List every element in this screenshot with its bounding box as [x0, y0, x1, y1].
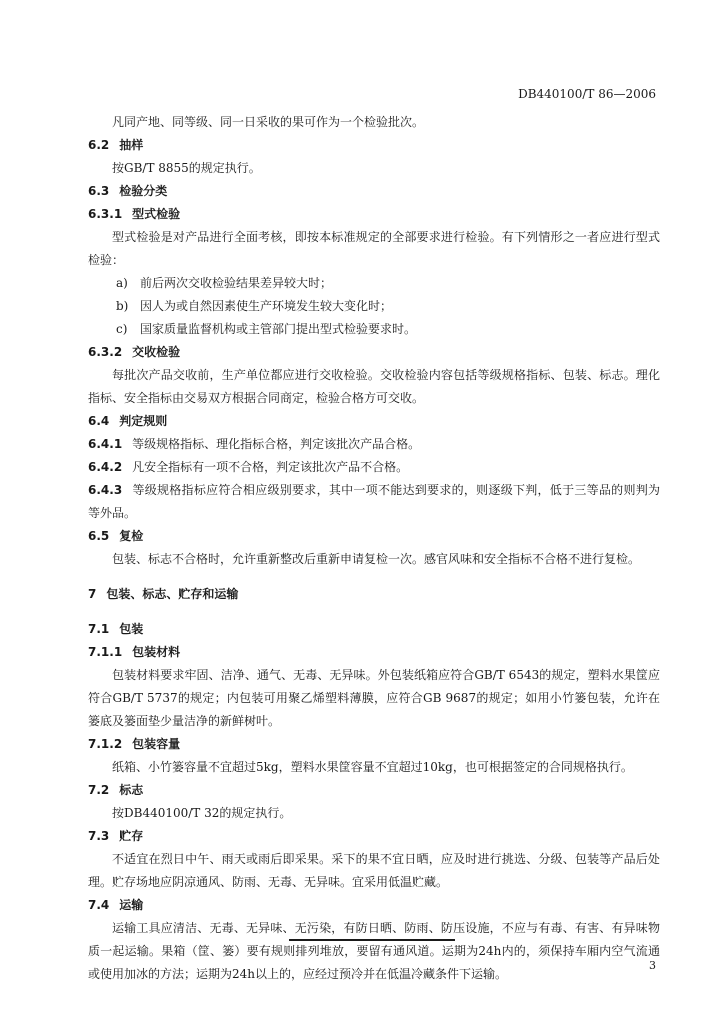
list-item: [88, 318, 660, 341]
paragraph-7-4: 运输工具应清洁、无毒、无异味、无污染，有防日晒、防雨、防压设施，不应与有毒、有害、有异味物质一起运输。果箱（筐、篓）要有规则排列堆放，要留有通风道。运期为24h内的，须保持车厢内空气流通或使用加冰的方法；运期为24h以上的，应经过预冷并在低温冷藏条件下运输。: [88, 921, 660, 981]
section-number: 7.1.1: [88, 645, 123, 659]
heading-7-4: [88, 894, 660, 917]
heading-6-3-2: [88, 341, 660, 364]
heading-7-2: [88, 779, 660, 802]
section-number: 7.4: [88, 898, 110, 912]
section-title: 运输: [119, 898, 144, 912]
section-title: 检验分类: [119, 184, 168, 198]
clause-number: 6.4.3: [88, 483, 123, 497]
paragraph-7-3: 不适宜在烈日中午、雨天或雨后即采果。采下的果不宜日晒，应及时进行挑选、分级、包装等产品后处理。贮存场地应阴凉通风、防雨、无毒、无异味。宜采用低温贮藏。: [88, 852, 660, 889]
paragraph-6-3-2: 每批次产品交收前，生产单位都应进行交收检验。交收检验内容包括等级规格指标、包装、标志。理化指标、安全指标由交易双方根据合同商定，检验合格方可交收。: [88, 368, 660, 405]
section-title: 标志: [119, 783, 144, 797]
heading-7: [88, 583, 660, 606]
heading-6-3-1: [88, 203, 660, 226]
section-title: 判定规则: [119, 414, 168, 428]
paragraph-6-3-1: 型式检验是对产品进行全面考核，即按本标准规定的全部要求进行检验。有下列情形之一者应进行型式检验：: [88, 230, 660, 267]
heading-6-5: [88, 525, 660, 548]
paragraph-7-2: 按DB440100/T 32的规定执行。: [112, 806, 292, 820]
paragraph-7-1-1: 包装材料要求牢固、洁净、通气、无毒、无异味。外包装纸箱应符合GB/T 6543的规定，塑料水果筐应符合GB/T 5737的规定；内包装可用聚乙烯塑料薄膜，应符合GB 9687的规定；如用小竹篓包装，允许在篓底及篓面垫少量洁净的新鲜树叶。: [88, 668, 660, 728]
section-number: 7: [88, 587, 97, 601]
list-item-text: 国家质量监督机构或主管部门提出型式检验要求时。: [140, 322, 417, 336]
section-number: 6.2: [88, 138, 110, 152]
heading-6-3: [88, 180, 660, 203]
list-item-text: 因人为或自然因素使生产环境发生较大变化时；: [140, 299, 393, 313]
list-marker: a): [116, 276, 128, 290]
paragraph-6-5: 包装、标志不合格时，允许重新整改后重新申请复检一次。感官风味和安全指标不合格不进行复检。: [112, 552, 641, 566]
section-title: 抽样: [119, 138, 144, 152]
heading-7-3: [88, 825, 660, 848]
clause-6-4-3: [88, 479, 660, 525]
section-number: 6.3: [88, 184, 110, 198]
page-number: 3: [649, 959, 656, 972]
heading-6-4: [88, 410, 660, 433]
clause-number: 6.4.2: [88, 460, 123, 474]
clause-number: 6.4.1: [88, 437, 123, 451]
section-title: 复检: [119, 529, 144, 543]
section-number: 7.1.2: [88, 737, 123, 751]
section-title: 包装容量: [132, 737, 181, 751]
section-title: 包装: [119, 622, 144, 636]
heading-6-2: [88, 134, 660, 157]
clause-text: 凡安全指标有一项不合格，判定该批次产品不合格。: [132, 460, 409, 474]
list-marker: b): [116, 299, 129, 313]
paragraph-7-1-2: 纸箱、小竹篓容量不宜超过5kg，塑料水果筐容量不宜超过10kg，也可根据签定的合同规格执行。: [112, 760, 633, 774]
section-number: 7.1: [88, 622, 110, 636]
document-code: DB440100/T 86—2006: [518, 87, 656, 101]
section-number: 6.5: [88, 529, 110, 543]
heading-7-1-1: [88, 641, 660, 664]
heading-7-1-2: [88, 733, 660, 756]
end-rule: [289, 939, 455, 941]
section-number: 6.3.2: [88, 345, 123, 359]
paragraph-6-2: 按GB/T 8855的规定执行。: [112, 161, 261, 175]
section-number: 6.4: [88, 414, 110, 428]
clause-text: 等级规格指标应符合相应级别要求，其中一项不能达到要求的，则逐级下判，低于三等品的则判为等外品。: [88, 483, 660, 520]
section-title: 包装材料: [132, 645, 181, 659]
section-number: 7.3: [88, 829, 110, 843]
section-title: 交收检验: [132, 345, 181, 359]
list-marker: c): [116, 322, 128, 336]
section-number: 6.3.1: [88, 207, 123, 221]
list-item: [88, 272, 660, 295]
clause-6-4-1: [88, 433, 660, 456]
section-title: 包装、标志、贮存和运输: [106, 587, 239, 601]
clause-text: 等级规格指标、理化指标合格，判定该批次产品合格。: [132, 437, 421, 451]
list-item: [88, 295, 660, 318]
heading-7-1: [88, 618, 660, 641]
document-body: [88, 111, 660, 986]
section-title: 型式检验: [132, 207, 181, 221]
paragraph-batch: 凡同产地、同等级、同一日采收的果可作为一个检验批次。: [112, 115, 425, 129]
list-item-text: 前后两次交收检验结果差异较大时；: [140, 276, 333, 290]
section-title: 贮存: [119, 829, 144, 843]
clause-6-4-2: [88, 456, 660, 479]
section-number: 7.2: [88, 783, 110, 797]
